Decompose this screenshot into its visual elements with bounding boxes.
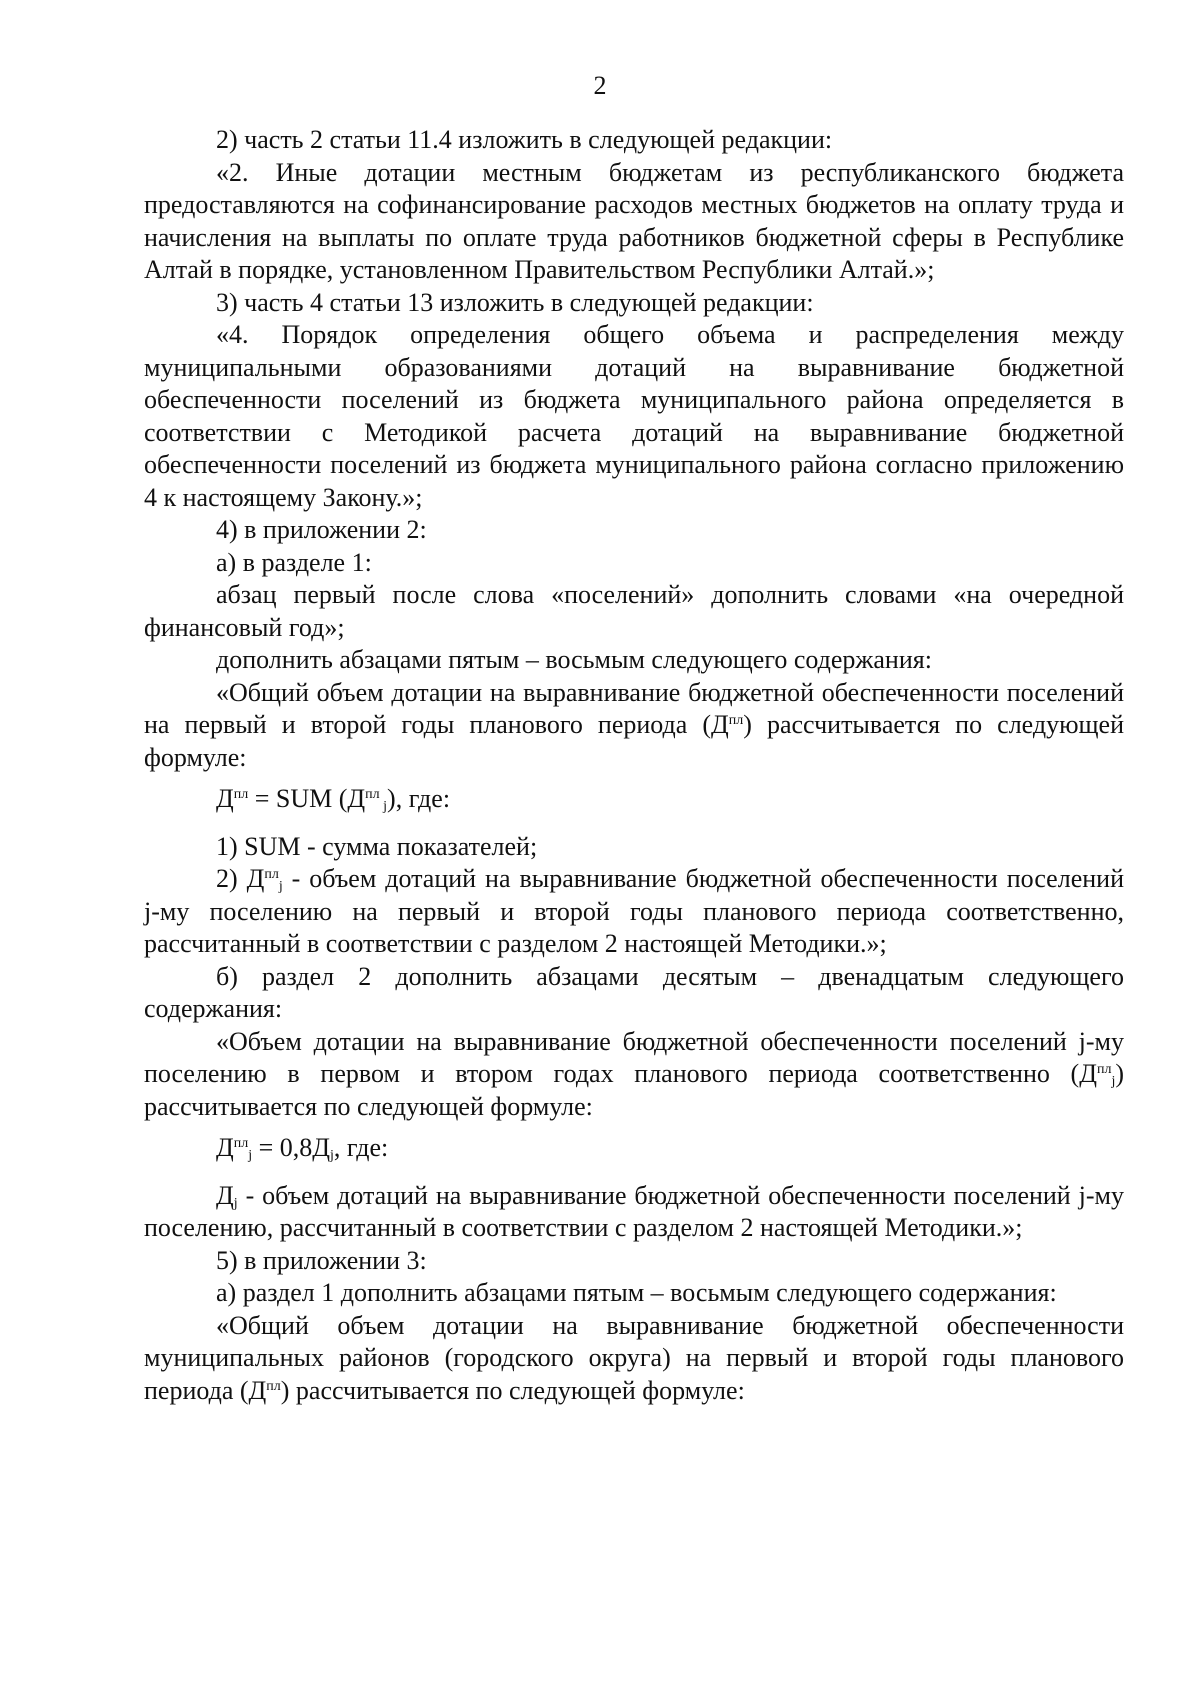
paragraph-definition (144, 863, 1124, 961)
paragraph: б) раздел 2 дополнить абзацами десятым – двенадцатым следующего содержания: (144, 961, 1124, 1023)
paragraph: 5) в приложении 3: (216, 1245, 427, 1275)
subscript: j (278, 879, 283, 894)
text-run: - объем дотаций на выравнивание бюджетной обеспеченности поселений j-му поселению на первый и второй годы планового периода соответственно, рассчитанный в соответствии с разделом 2 настоящей Методики.»; (144, 864, 1124, 958)
paragraph: «2. Иные дотации местным бюджетам из республиканского бюджета предоставляются на софинансирование расходов местных бюджетов на оплату труда и начисления на выплаты по оплате труда работников бюджетной сферы в Республике Алтай в порядке, установленном Правительством Республики Алтай.»; (144, 157, 1124, 284)
text-run: Д (216, 1180, 234, 1210)
text-run: ) рассчитывается по следующей формуле: (144, 1059, 1124, 1121)
text-run: «Объем дотации на выравнивание бюджетной обеспеченности поселений j-му поселению в первом и втором годах планового периода соответственно (Д (144, 1026, 1124, 1088)
document-body (144, 124, 1124, 1407)
superscript: пл (266, 1378, 281, 1394)
paragraph: 3) часть 4 статьи 13 изложить в следующей редакции: (216, 287, 814, 317)
page-number: 2 (593, 71, 607, 100)
superscript: пл (1096, 1062, 1112, 1077)
superscript: пл (233, 1136, 249, 1151)
text-run: «Общий объем дотации на выравнивание бюджетной обеспеченности поселений на первый и второй годы планового периода (Д (144, 677, 1124, 739)
paragraph: «4. Порядок определения общего объема и распределения между муниципальными образованиями дотаций на выравнивание бюджетной обеспеченности поселений из бюджета муниципального района определяется в соответствии с Методикой расчета дотаций на выравнивание бюджетной обеспеченности поселений из бюджета муниципального района согласно приложению 4 к настоящему Закону.»; (144, 320, 1124, 512)
formula-symbol: Д (216, 784, 234, 813)
superscript: пл (728, 713, 744, 728)
paragraph-total-subsidy (144, 677, 1124, 775)
formula-text: = SUM (Д (248, 784, 366, 813)
formula-text: , где: (333, 1133, 389, 1162)
formula-settlement (144, 1132, 1124, 1165)
subscript: j (1111, 1074, 1116, 1089)
formula-text: = 0,8Д (252, 1133, 331, 1162)
superscript: пл (365, 787, 380, 802)
text-run: «Общий объем дотации на выравнивание бюджетной обеспеченности муниципальных районов (городского округа) на первый и второй годы планового периода (Д (144, 1310, 1124, 1405)
paragraph: 2) часть 2 статьи 11.4 изложить в следующей редакции: (216, 125, 833, 154)
paragraph-settlement-subsidy (144, 1026, 1124, 1124)
formula-text: ), где: (387, 784, 451, 813)
formula-total (144, 783, 1124, 816)
subscript: j (379, 799, 388, 814)
paragraph: а) в разделе 1: (216, 547, 372, 577)
subscript: j (248, 1148, 253, 1163)
subscript: j (330, 1148, 334, 1163)
text-run: 2) Д (216, 864, 265, 893)
text-run: - объем дотаций на выравнивание бюджетной обеспеченности поселений j-му поселению, рассчитанный в соответствии с разделом 2 настоящей Методики.»; (144, 1180, 1124, 1242)
paragraph-district-subsidy (144, 1310, 1124, 1408)
paragraph-definition (144, 1180, 1124, 1245)
formula-symbol: Д (216, 1133, 234, 1162)
paragraph: дополнить абзацами пятым – восьмым следующего содержания: (216, 645, 932, 674)
paragraph: абзац первый после слова «поселений» дополнить словами «на очередной финансовый год»; (144, 580, 1124, 642)
text-run: ) рассчитывается по следующей формуле: (144, 710, 1124, 772)
superscript: пл (264, 867, 279, 882)
text-run: ) рассчитывается по следующей формуле: (280, 1375, 745, 1405)
paragraph: а) раздел 1 дополнить абзацами пятым – восьмым следующего содержания: (216, 1278, 1057, 1307)
paragraph: 1) SUM - сумма показателей; (216, 831, 538, 861)
subscript: j (233, 1195, 238, 1211)
paragraph: 4) в приложении 2: (216, 515, 427, 544)
superscript: пл (233, 787, 249, 802)
